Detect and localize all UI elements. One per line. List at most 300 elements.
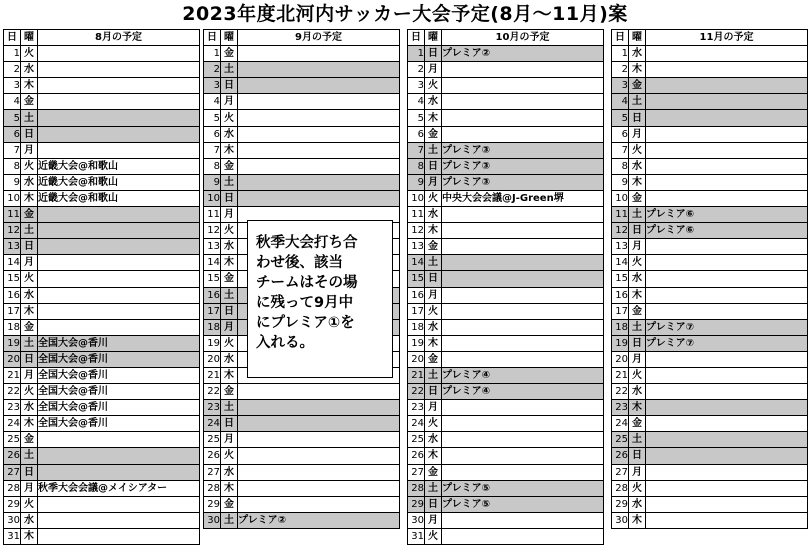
weekday: 土 [629,207,646,223]
event-cell [646,287,808,303]
calendar-row [408,512,604,528]
calendar-row [4,271,200,287]
day-number: 25 [4,432,21,448]
day-number: 21 [4,367,21,383]
day-number: 13 [4,239,21,255]
weekday: 火 [425,78,442,94]
day-number: 23 [612,400,629,416]
day-number: 19 [612,335,629,351]
day-number: 15 [612,271,629,287]
weekday: 木 [425,110,442,126]
event-cell [238,400,400,416]
event-cell [238,110,400,126]
event-cell [646,110,808,126]
event-cell [238,448,400,464]
day-number: 18 [408,319,425,335]
day-number: 4 [204,94,221,110]
calendar-row [4,239,200,255]
calendar-row [4,46,200,62]
event-cell [442,400,604,416]
calendar-row [408,335,604,351]
weekday: 月 [21,255,38,271]
event-cell: 近畿大会@和歌山 [38,174,200,190]
day-number: 23 [4,400,21,416]
calendar-row [408,432,604,448]
weekday: 火 [221,223,238,239]
event-cell [442,62,604,78]
weekday: 木 [425,223,442,239]
event-cell [646,190,808,206]
weekday: 月 [629,239,646,255]
event-cell: 全国大会@香川 [38,400,200,416]
event-cell [238,432,400,448]
day-number: 12 [204,223,221,239]
day-number: 1 [4,46,21,62]
day-number: 3 [408,78,425,94]
calendar-row [408,464,604,480]
weekday: 火 [21,384,38,400]
event-cell [38,303,200,319]
event-cell [646,303,808,319]
weekday: 土 [21,223,38,239]
event-cell [442,223,604,239]
day-number: 28 [408,480,425,496]
event-cell [238,142,400,158]
event-cell [442,303,604,319]
event-cell: プレミア② [238,512,400,528]
weekday: 日 [629,335,646,351]
event-cell [442,110,604,126]
weekday: 火 [629,142,646,158]
day-number: 18 [612,319,629,335]
day-number: 19 [204,335,221,351]
weekday: 水 [425,94,442,110]
day-number: 23 [204,400,221,416]
calendar-row [204,464,400,480]
event-cell: プレミア⑥ [646,223,808,239]
calendar-row [612,142,808,158]
calendar-row [408,384,604,400]
calendar-row [408,207,604,223]
day-number: 15 [4,271,21,287]
day-number: 6 [204,126,221,142]
day-number: 9 [408,174,425,190]
day-number: 15 [204,271,221,287]
calendar-row [204,110,400,126]
event-cell: プレミア③ [442,174,604,190]
calendar-row [408,94,604,110]
calendar-row [612,384,808,400]
day-number: 4 [408,94,425,110]
calendar-row [612,400,808,416]
day-number: 10 [408,190,425,206]
day-number: 12 [612,223,629,239]
weekday: 木 [221,367,238,383]
weekday: 土 [221,62,238,78]
event-cell [38,512,200,528]
calendar-row [204,384,400,400]
event-cell [38,239,200,255]
event-cell [646,416,808,432]
calendar-row [408,255,604,271]
calendar-row [204,190,400,206]
calendar-row [612,496,808,512]
event-cell [38,432,200,448]
weekday: 火 [629,367,646,383]
day-number: 2 [4,62,21,78]
day-number: 30 [204,512,221,528]
day-number: 9 [4,174,21,190]
day-number: 2 [204,62,221,78]
event-cell: 秋季大会会議@メイシアター [38,480,200,496]
event-cell [442,528,604,544]
day-number: 17 [4,303,21,319]
event-cell [646,367,808,383]
calendar-row [408,174,604,190]
event-cell: プレミア③ [442,142,604,158]
calendar-row [612,512,808,528]
calendar-row [612,190,808,206]
weekday: 火 [221,335,238,351]
weekday: 土 [629,432,646,448]
weekday: 金 [21,207,38,223]
calendar-row [4,528,200,544]
day-number: 27 [4,464,21,480]
month-table-3 [407,29,604,545]
day-number: 22 [408,384,425,400]
weekday: 土 [221,400,238,416]
calendar-row [204,62,400,78]
weekday: 火 [221,110,238,126]
weekday: 日 [221,78,238,94]
day-number: 18 [4,319,21,335]
calendar-row [612,78,808,94]
day-number: 14 [612,255,629,271]
weekday: 木 [21,190,38,206]
header-month: 11月の予定 [646,30,808,46]
weekday: 日 [425,271,442,287]
day-number: 6 [4,126,21,142]
calendar-row [408,287,604,303]
day-number: 5 [204,110,221,126]
calendar-row [612,303,808,319]
calendar-row [612,223,808,239]
day-number: 24 [204,416,221,432]
day-number: 31 [408,528,425,544]
calendar-row [204,174,400,190]
day-number: 7 [612,142,629,158]
event-cell [38,207,200,223]
weekday: 火 [21,496,38,512]
day-number: 30 [408,512,425,528]
day-number: 31 [4,528,21,544]
header-day: 日 [204,30,221,46]
event-cell [238,78,400,94]
weekday: 金 [221,46,238,62]
day-number: 8 [204,158,221,174]
weekday: 木 [629,287,646,303]
weekday: 木 [629,512,646,528]
event-cell: プレミア⑤ [442,480,604,496]
event-cell: プレミア⑥ [646,207,808,223]
calendar-row [612,126,808,142]
calendar-row [612,46,808,62]
calendar-row [408,351,604,367]
calendar-row [4,126,200,142]
weekday: 火 [629,480,646,496]
event-cell: プレミア⑦ [646,335,808,351]
day-number: 3 [612,78,629,94]
weekday: 木 [21,78,38,94]
calendar-row [408,416,604,432]
day-number: 25 [204,432,221,448]
weekday: 日 [221,416,238,432]
event-cell [442,319,604,335]
weekday: 金 [425,351,442,367]
day-number: 27 [408,464,425,480]
weekday: 火 [21,271,38,287]
day-number: 29 [204,496,221,512]
event-cell [646,432,808,448]
weekday: 日 [425,158,442,174]
event-cell [646,271,808,287]
event-cell [38,496,200,512]
calendar-row [4,255,200,271]
day-number: 24 [4,416,21,432]
calendar-row [612,480,808,496]
weekday: 土 [425,255,442,271]
event-cell [38,223,200,239]
event-cell [38,78,200,94]
calendar-row [4,432,200,448]
event-cell [38,94,200,110]
calendar-row [4,496,200,512]
event-cell: 近畿大会@和歌山 [38,158,200,174]
calendar-row [204,480,400,496]
header-day: 日 [612,30,629,46]
calendar-row [4,287,200,303]
day-number: 29 [4,496,21,512]
weekday: 水 [425,432,442,448]
weekday: 木 [21,303,38,319]
event-cell [38,319,200,335]
day-number: 1 [408,46,425,62]
month-table-4 [611,29,808,529]
day-number: 20 [612,351,629,367]
weekday: 金 [425,239,442,255]
event-cell [38,110,200,126]
weekday: 水 [629,496,646,512]
calendar-row [4,207,200,223]
weekday: 月 [21,142,38,158]
calendar-row [4,367,200,383]
weekday: 水 [21,512,38,528]
weekday: 月 [425,287,442,303]
day-number: 23 [408,400,425,416]
weekday: 木 [221,255,238,271]
event-cell [442,416,604,432]
calendar-row [204,46,400,62]
day-number: 18 [204,319,221,335]
event-cell [646,126,808,142]
calendar-row [612,335,808,351]
event-cell [646,496,808,512]
header-weekday: 曜 [629,30,646,46]
calendar-row [408,239,604,255]
weekday: 日 [221,190,238,206]
event-cell: 中央大会会議@J-Green堺 [442,190,604,206]
day-number: 19 [4,335,21,351]
weekday: 水 [21,287,38,303]
event-cell [238,46,400,62]
event-cell [646,78,808,94]
weekday: 火 [221,448,238,464]
header-month: 10月の予定 [442,30,604,46]
weekday: 水 [425,207,442,223]
event-cell [646,448,808,464]
event-cell [442,287,604,303]
event-cell [238,480,400,496]
day-number: 27 [612,464,629,480]
event-cell [38,448,200,464]
day-number: 9 [204,174,221,190]
calendar-row [408,158,604,174]
event-cell [238,126,400,142]
weekday: 土 [221,512,238,528]
day-number: 14 [408,255,425,271]
event-cell [646,174,808,190]
event-cell: プレミア② [442,46,604,62]
weekday: 木 [629,62,646,78]
month-table-1 [3,29,200,545]
calendar-row [612,255,808,271]
weekday: 月 [425,62,442,78]
weekday: 水 [21,400,38,416]
day-number: 6 [612,126,629,142]
weekday: 水 [221,464,238,480]
event-cell: 近畿大会@和歌山 [38,190,200,206]
day-number: 3 [204,78,221,94]
calendar-row [408,448,604,464]
calendar-row [4,351,200,367]
day-number: 26 [612,448,629,464]
calendar-row [408,480,604,496]
weekday: 土 [629,319,646,335]
day-number: 21 [204,367,221,383]
weekday: 木 [21,416,38,432]
event-cell [442,335,604,351]
day-number: 26 [4,448,21,464]
day-number: 24 [612,416,629,432]
day-number: 30 [612,512,629,528]
weekday: 金 [221,271,238,287]
event-cell [442,432,604,448]
calendar-row [4,400,200,416]
event-cell [646,384,808,400]
calendar-row [408,400,604,416]
weekday: 金 [425,126,442,142]
day-number: 29 [408,496,425,512]
day-number: 17 [612,303,629,319]
calendar-row [4,480,200,496]
day-number: 13 [204,239,221,255]
day-number: 11 [204,207,221,223]
day-number: 27 [204,464,221,480]
weekday: 金 [629,190,646,206]
weekday: 土 [425,142,442,158]
calendar-row [408,190,604,206]
day-number: 22 [4,384,21,400]
calendar-row [204,400,400,416]
calendar-row [4,512,200,528]
event-cell [238,416,400,432]
event-cell [646,480,808,496]
header-weekday: 曜 [221,30,238,46]
day-number: 10 [612,190,629,206]
day-number: 24 [408,416,425,432]
weekday: 木 [221,142,238,158]
day-number: 8 [408,158,425,174]
weekday: 火 [425,190,442,206]
weekday: 火 [21,158,38,174]
weekday: 日 [629,223,646,239]
weekday: 水 [629,384,646,400]
calendar-row [612,207,808,223]
weekday: 水 [221,126,238,142]
calendar-row [408,142,604,158]
event-cell: プレミア④ [442,367,604,383]
calendar-row [408,528,604,544]
header-month: 8月の予定 [38,30,200,46]
day-number: 15 [408,271,425,287]
header-day: 日 [408,30,425,46]
calendar-row [612,287,808,303]
day-number: 22 [204,384,221,400]
weekday: 水 [629,158,646,174]
event-cell [238,384,400,400]
page-title: 2023年度北河内サッカー大会予定(8月～11月)案 [182,3,628,25]
calendar-row [408,46,604,62]
weekday: 月 [221,94,238,110]
weekday: 水 [629,46,646,62]
calendar-row [204,126,400,142]
day-number: 20 [408,351,425,367]
event-cell [646,62,808,78]
day-number: 26 [408,448,425,464]
day-number: 12 [408,223,425,239]
calendar-row [4,416,200,432]
calendar-row [4,62,200,78]
weekday: 金 [629,78,646,94]
calendar-row [4,110,200,126]
weekday: 水 [21,174,38,190]
calendar-row [4,448,200,464]
event-cell [38,46,200,62]
weekday: 水 [221,239,238,255]
event-cell [442,239,604,255]
calendar-row [408,367,604,383]
weekday: 日 [425,384,442,400]
event-cell: プレミア③ [442,158,604,174]
day-number: 17 [408,303,425,319]
weekday: 日 [629,110,646,126]
weekday: 木 [221,480,238,496]
weekday: 土 [221,287,238,303]
weekday: 月 [21,480,38,496]
event-cell [646,94,808,110]
event-cell [38,255,200,271]
event-cell: プレミア⑤ [442,496,604,512]
